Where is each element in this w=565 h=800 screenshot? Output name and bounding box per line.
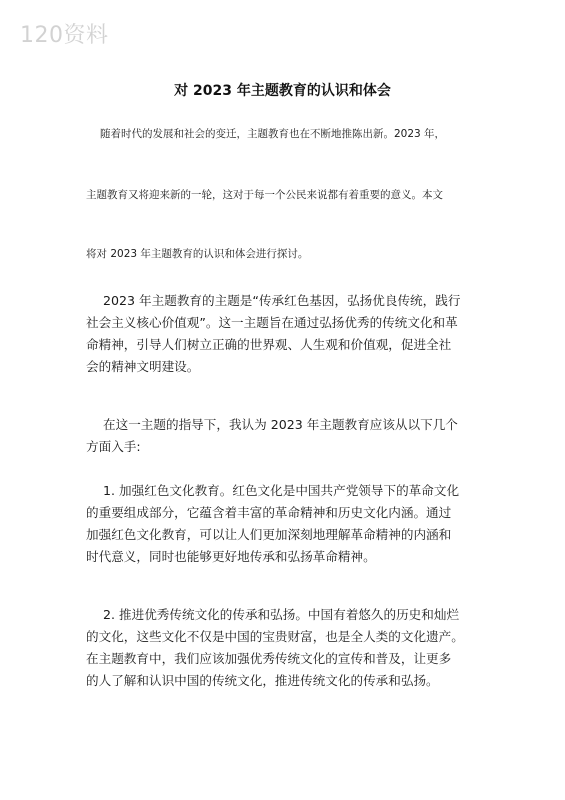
- paragraph-point-2: [86, 604, 486, 692]
- paragraph-line: 2023 年主题教育的主题是“传承红色基因，弘扬优良传统，践行: [103, 293, 461, 308]
- paragraph-line: 社会主义核心价值观”。这一主题旨在通过弘扬优秀的传统文化和革: [86, 315, 458, 330]
- paragraph-guidance: [86, 414, 486, 458]
- paragraph-line: 命精神，引导人们树立正确的世界观、人生观和价值观，促进全社: [86, 337, 452, 352]
- paragraph-line: 方面入手:: [86, 439, 141, 454]
- intro-line-1: 随着时代的发展和社会的变迁，主题教育也在不断地推陈出新。2023 年，: [100, 128, 446, 140]
- document-title: 对 2023 年主题教育的认识和体会: [174, 83, 391, 99]
- paragraph-line: 1. 加强红色文化教育。红色文化是中国共产党领导下的革命文化: [103, 483, 460, 498]
- paragraph-line: 的人了解和认识中国的传统文化，推进传统文化的传承和弘扬。: [86, 673, 439, 688]
- paragraph-line: 2. 推进优秀传统文化的传承和弘扬。中国有着悠久的历史和灿烂: [103, 607, 460, 622]
- intro-line-2: 主题教育又将迎来新的一轮，这对于每一个公民来说都有着重要的意义。本文: [86, 189, 443, 201]
- paragraph-line: 会的精神文明建设。: [86, 359, 200, 374]
- paragraph-line: 在这一主题的指导下，我认为 2023 年主题教育应该从以下几个: [103, 417, 458, 432]
- watermark: 120资料: [20, 23, 109, 48]
- paragraph-theme: [86, 290, 486, 378]
- paragraph-line: 的重要组成部分，它蕴含着丰富的革命精神和历史文化内涵。通过: [86, 505, 452, 520]
- paragraph-line: 时代意义，同时也能够更好地传承和弘扬革命精神。: [86, 549, 376, 564]
- paragraph-line: 的文化，这些文化不仅是中国的宝贵财富，也是全人类的文化遗产。: [86, 629, 464, 644]
- intro-line-3: 将对 2023 年主题教育的认识和体会进行探讨。: [86, 248, 309, 260]
- paragraph-point-1: [86, 480, 486, 568]
- paragraph-line: 加强红色文化教育，可以让人们更加深刻地理解革命精神的内涵和: [86, 527, 452, 542]
- paragraph-line: 在主题教育中，我们应该加强优秀传统文化的宣传和普及，让更多: [86, 651, 452, 666]
